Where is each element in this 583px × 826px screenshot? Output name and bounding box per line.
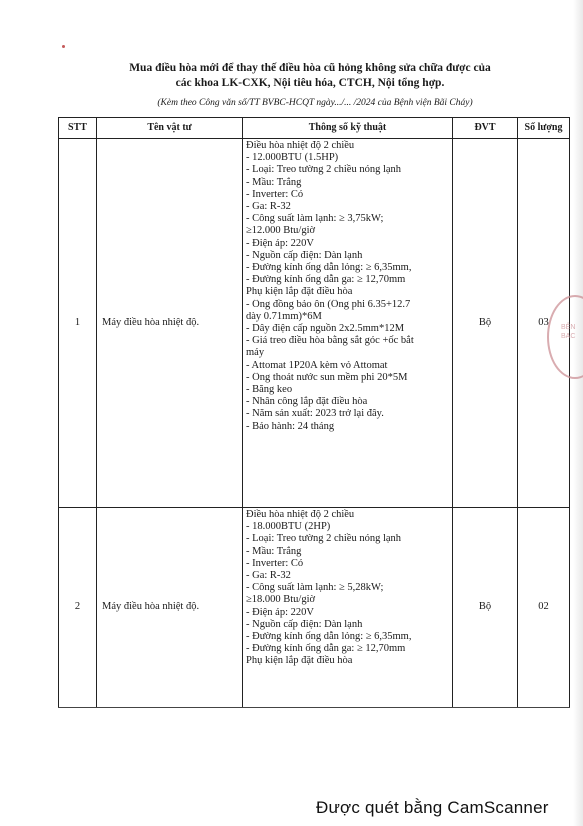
spec-line: - Nhân công lắp đặt điều hòa <box>246 396 368 408</box>
spec-line: - Băng keo <box>246 384 293 396</box>
spec-line: - Dây điện cấp nguồn 2x2.5mm*12M <box>246 323 405 335</box>
spec-table <box>58 117 570 708</box>
spec-line: Phụ kiện lắp đặt điều hòa <box>246 655 353 667</box>
camscanner-watermark: Được quét bằng CamScanner <box>316 798 549 817</box>
spec-line: - Giá treo điều hòa bằng sắt góc +ốc bắt <box>246 335 414 347</box>
spec-line: - Điện áp: 220V <box>246 606 314 618</box>
row-specs <box>243 139 453 508</box>
title-line-1: Mua điều hòa mới để thay thế điều hòa cũ hỏng không sửa chữa được của <box>129 62 491 74</box>
spec-line: - Mầu: Trắng <box>246 176 302 188</box>
row-specs <box>243 508 453 708</box>
spec-line: - 18.000BTU (2HP) <box>246 521 331 533</box>
spec-line: - Đường kính ống dẫn ga: ≥ 12,70mm <box>246 274 406 286</box>
spec-line: - Nguồn cấp điện: Dàn lạnh <box>246 618 363 630</box>
spec-line: - Điện áp: 220V <box>246 237 314 249</box>
spec-line: - Bảo hành: 24 tháng <box>246 420 335 432</box>
stamp-text <box>561 323 575 341</box>
spec-line: - Nguồn cấp điện: Dàn lạnh <box>246 249 363 261</box>
document-title <box>80 61 540 91</box>
title-line-2: các khoa LK-CXK, Nội tiêu hóa, CTCH, Nội tổng hợp. <box>175 77 445 89</box>
row-stt: 2 <box>59 508 97 708</box>
spec-line: - Đường kính ống dẫn lỏng: ≥ 6,35mm, <box>246 631 412 643</box>
spec-line: - Inverter: Có <box>246 557 304 569</box>
spec-line: - Mầu: Trắng <box>246 545 302 557</box>
header-specs: Thông số kỹ thuật <box>243 118 453 139</box>
stamp-text-line-2: BAC <box>561 333 576 340</box>
table-row <box>59 139 570 508</box>
header-quantity: Số lượng <box>518 118 570 139</box>
spec-line: - Đường kính ống dẫn lỏng: ≥ 6,35mm, <box>246 262 412 274</box>
row-stt: 1 <box>59 139 97 508</box>
spec-line: - Loại: Treo tường 2 chiều nóng lạnh <box>246 164 402 176</box>
spec-line: ≥18.000 Btu/giờ <box>246 594 316 606</box>
spec-line: - Loại: Treo tường 2 chiều nóng lạnh <box>246 533 402 545</box>
document-subtitle: (Kèm theo Công văn số/TT BVBC-HCQT ngày.../... /2024 của Bệnh viện Bãi Cháy) <box>157 98 473 108</box>
spec-line: - Ống thoát nước sun mềm phi 20*5M <box>246 371 408 383</box>
scan-mark <box>62 45 65 48</box>
spec-line: - Công suất làm lạnh: ≥ 3,75kW; <box>246 213 384 225</box>
spec-line: máy <box>246 347 265 359</box>
spec-line: Điều hòa nhiệt độ 2 chiều <box>246 140 355 151</box>
spec-line: - Ống đồng bảo ôn (Ống phi 6.35+12.7 <box>246 298 411 310</box>
table-header-row <box>59 118 570 139</box>
row-item-name: Máy điều hòa nhiệt độ. <box>97 508 243 708</box>
spec-line: ≥12.000 Btu/giờ <box>246 225 316 237</box>
scan-page-edge <box>573 0 583 826</box>
spec-line: - Đường kính ống dẫn ga: ≥ 12,70mm <box>246 643 406 655</box>
header-stt: STT <box>59 118 97 139</box>
spec-line: Phụ kiện lắp đặt điều hòa <box>246 286 353 298</box>
row-quantity: 02 <box>518 508 570 708</box>
header-unit: ĐVT <box>453 118 518 139</box>
spec-line: - Ga: R-32 <box>246 570 291 582</box>
spec-line: - Công suất làm lạnh: ≥ 5,28kW; <box>246 582 384 594</box>
spec-line: - Inverter: Có <box>246 188 304 200</box>
header-item-name: Tên vật tư <box>97 118 243 139</box>
spec-line: - Attomat 1P20A kèm vỏ Attomat <box>246 359 388 371</box>
row-unit: Bộ <box>453 139 518 508</box>
spec-line: - 12.000BTU (1.5HP) <box>246 152 339 164</box>
spec-line: - Ga: R-32 <box>246 201 291 213</box>
spec-line: dày 0.71mm)*6M <box>246 310 322 322</box>
table-row <box>59 508 570 708</box>
row-item-name: Máy điều hòa nhiệt độ. <box>97 139 243 508</box>
row-quantity: 03 <box>518 139 570 508</box>
row-unit: Bộ <box>453 508 518 708</box>
stamp-text-line-1: BỆN <box>561 324 576 331</box>
spec-line: Điều hòa nhiệt độ 2 chiều <box>246 509 355 520</box>
spec-line: - Năm sản xuất: 2023 trở lại đây. <box>246 408 384 420</box>
